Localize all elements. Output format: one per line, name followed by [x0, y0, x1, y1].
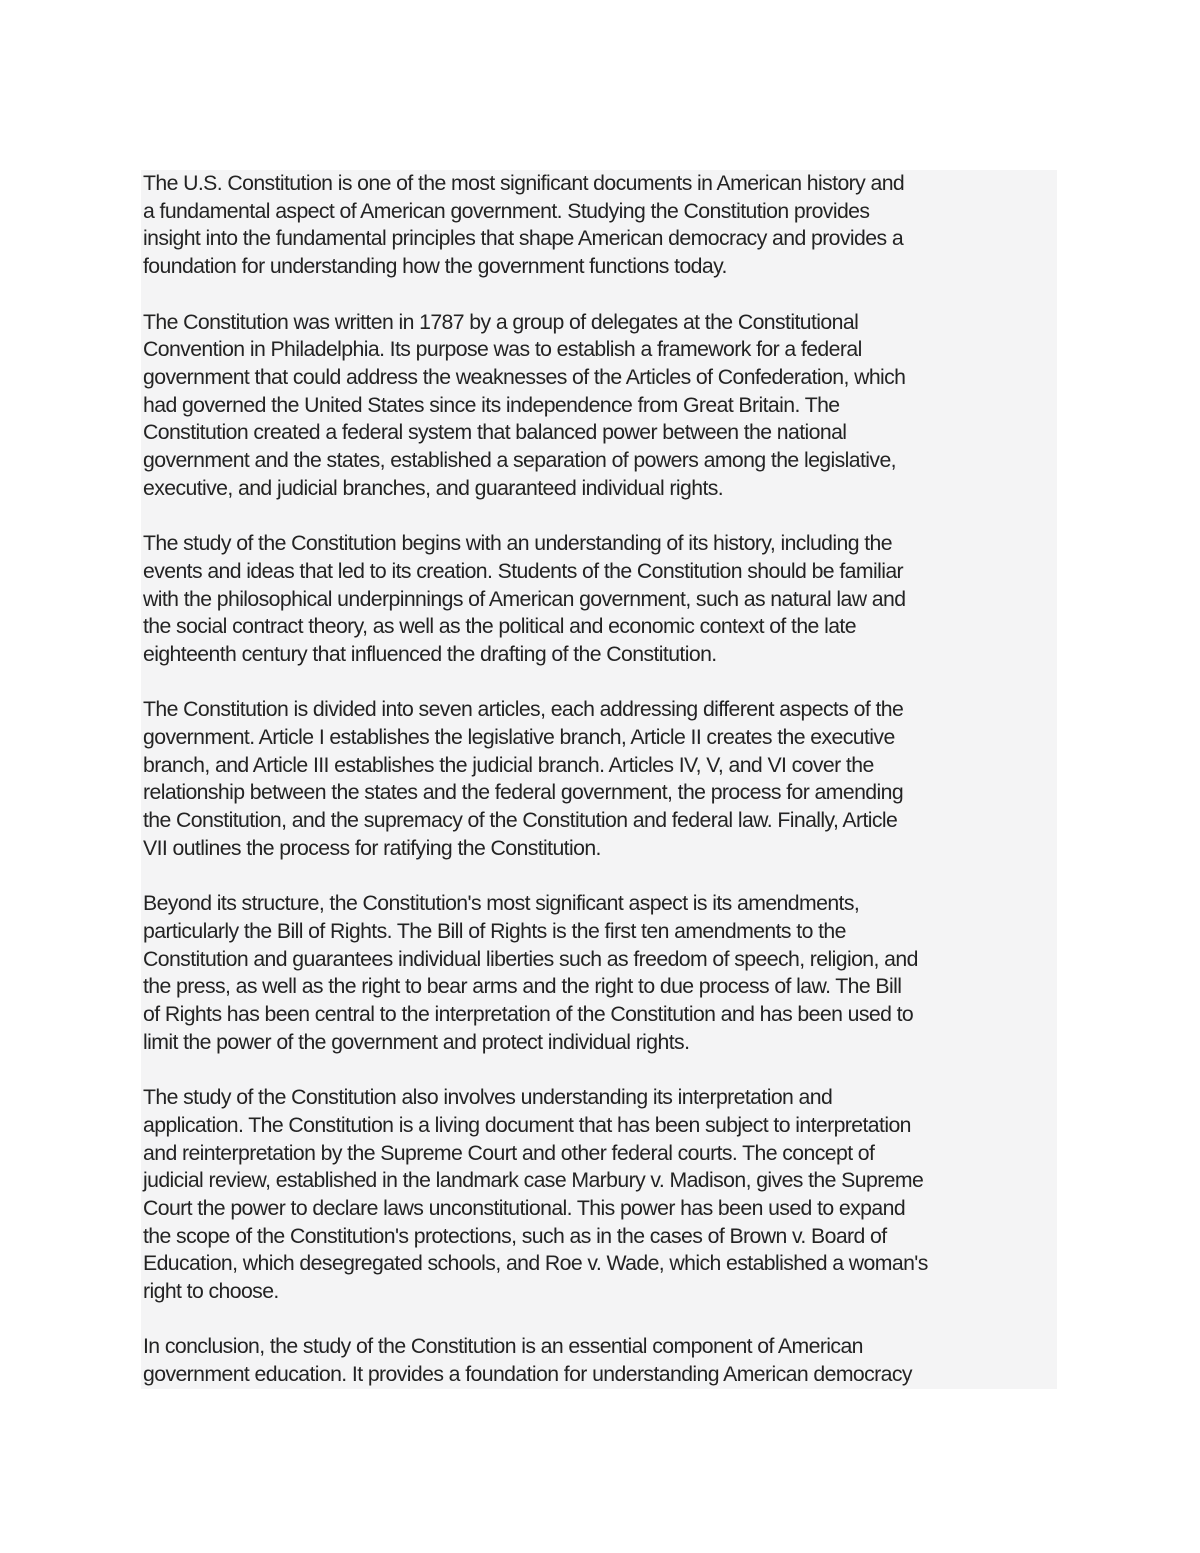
text-line: Constitution and guarantees individual liberties such as freedom of speech, religion, and	[143, 946, 918, 971]
text-line: government. Article I establishes the legislative branch, Article II creates the executive	[143, 725, 895, 750]
text-line: The study of the Constitution begins with an understanding of its history, including the	[143, 531, 893, 556]
text-line: application. The Constitution is a living document that has been subject to interpretation	[143, 1112, 911, 1137]
text-line: Beyond its structure, the Constitution's most significant aspect is its amendments,	[143, 891, 860, 916]
text-line: Constitution created a federal system that balanced power between the national	[143, 420, 847, 445]
paragraph-articles	[141, 696, 1057, 862]
text-line: Court the power to declare laws unconstitutional. This power has been used to expand	[143, 1195, 906, 1220]
text-line: of Rights has been central to the interpretation of the Constitution and has been used to	[143, 1002, 914, 1027]
text-line: relationship between the states and the federal government, the process for amending	[143, 780, 904, 805]
text-line: The U.S. Constitution is one of the most significant documents in American history and	[143, 171, 905, 195]
text-line: limit the power of the government and protect individual rights.	[143, 1029, 690, 1054]
paragraph-study-history	[141, 530, 1057, 669]
text-line: The Constitution was written in 1787 by a group of delegates at the Constitutional	[143, 309, 859, 334]
text-line: Education, which desegregated schools, and Roe v. Wade, which established a woman's	[143, 1251, 928, 1276]
text-line: VII outlines the process for ratifying the Constitution.	[143, 835, 601, 860]
text-line: with the philosophical underpinnings of American government, such as natural law and	[143, 586, 906, 611]
text-line: judicial review, established in the landmark case Marbury v. Madison, gives the Supreme	[143, 1168, 924, 1193]
text-line: right to choose.	[143, 1279, 279, 1304]
text-line: had governed the United States since its independence from Great Britain. The	[143, 392, 840, 417]
text-line: branch, and Article III establishes the judicial branch. Articles IV, V, and VI cover the	[143, 752, 874, 777]
body-text	[141, 170, 1057, 1389]
text-line: Convention in Philadelphia. Its purpose was to establish a framework for a federal	[143, 337, 862, 362]
text-line: foundation for understanding how the government functions today.	[143, 254, 727, 279]
paragraph-intro	[141, 170, 1057, 281]
text-line: The Constitution is divided into seven articles, each addressing different aspects of the	[143, 697, 904, 722]
text-line: The study of the Constitution also involves understanding its interpretation and	[143, 1085, 833, 1110]
text-line: eighteenth century that influenced the drafting of the Constitution.	[143, 641, 717, 666]
text-line: the social contract theory, as well as the political and economic context of the late	[143, 614, 856, 639]
text-line: particularly the Bill of Rights. The Bill of Rights is the first ten amendments to the	[143, 918, 846, 943]
paragraph-history	[141, 309, 1057, 503]
text-line: executive, and judicial branches, and guaranteed individual rights.	[143, 475, 724, 500]
text-line: the press, as well as the right to bear arms and the right to due process of law. The Bill	[143, 974, 902, 999]
text-line: insight into the fundamental principles that shape American democracy and provides a	[143, 226, 904, 251]
text-line: a fundamental aspect of American government. Studying the Constitution provides	[143, 198, 870, 223]
text-line: the scope of the Constitution's protections, such as in the cases of Brown v. Board of	[143, 1223, 887, 1248]
text-line: events and ideas that led to its creation. Students of the Constitution should be familiar	[143, 558, 904, 583]
text-line: government and the states, established a separation of powers among the legislative,	[143, 448, 896, 473]
paragraph-conclusion	[141, 1333, 1057, 1388]
text-line: the Constitution, and the supremacy of the Constitution and federal law. Finally, Article	[143, 808, 898, 833]
text-line: government that could address the weaknesses of the Articles of Confederation, which	[143, 364, 906, 389]
text-line: and reinterpretation by the Supreme Court and other federal courts. The concept of	[143, 1140, 875, 1165]
text-line: government education. It provides a foundation for understanding American democracy	[143, 1362, 912, 1387]
paragraph-interpretation	[141, 1084, 1057, 1306]
text-line: In conclusion, the study of the Constitution is an essential component of American	[143, 1334, 863, 1359]
paragraph-amendments	[141, 890, 1057, 1056]
